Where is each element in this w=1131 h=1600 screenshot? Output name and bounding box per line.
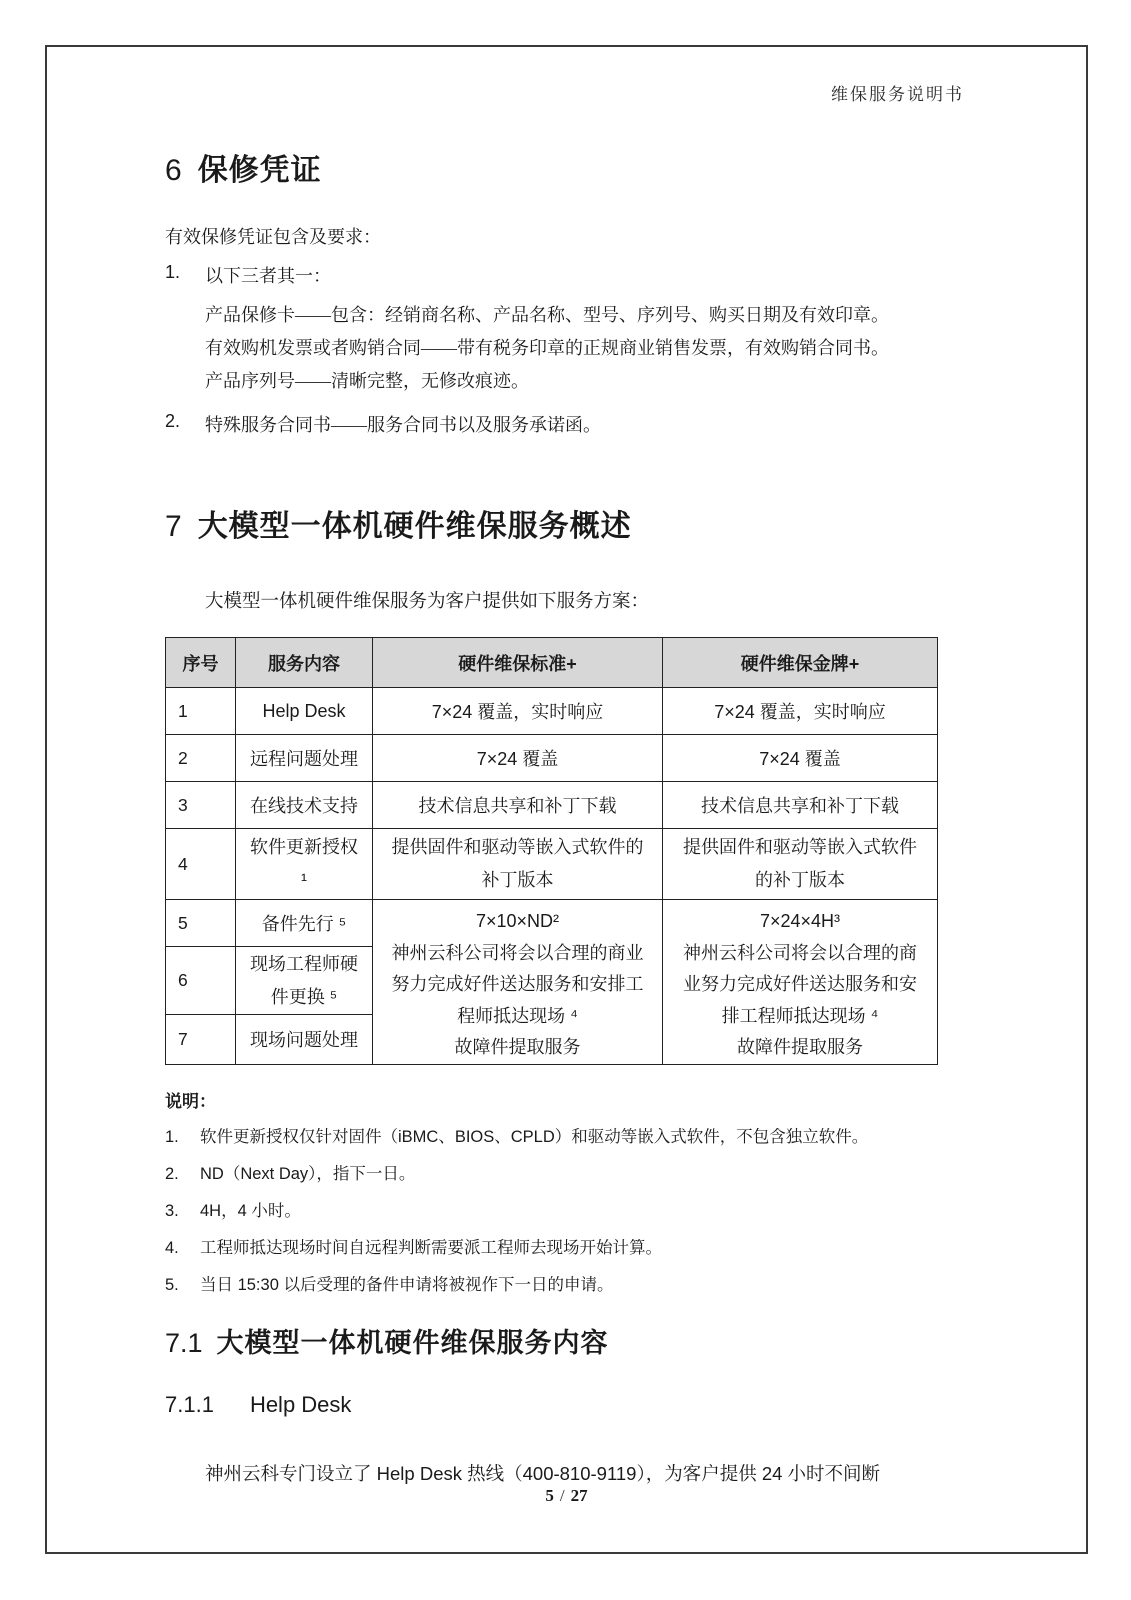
column-header-gold: 硬件维保金牌+ xyxy=(663,638,938,688)
row-index: 5 xyxy=(166,900,236,947)
note-text: ND（Next Day），指下一日。 xyxy=(200,1164,416,1183)
row-index: 3 xyxy=(166,782,236,829)
service-line: 件更换 ⁵ xyxy=(270,986,338,1007)
note-text: 当日 15:30 以后受理的备件申请将被视作下一日的申请。 xyxy=(200,1275,614,1294)
standard-line: 7×10×ND² xyxy=(475,911,560,931)
notes-label: 说明： xyxy=(165,1091,216,1111)
section6-title: 保修凭证 xyxy=(197,154,322,187)
detail-line: 产品保修卡——包含：经销商名称、产品名称、型号、序列号、购买日期及有效印章。 xyxy=(205,305,889,325)
standard-line: 神州云科公司将会以合理的商业 xyxy=(391,942,644,963)
service-cell: 现场问题处理 xyxy=(236,1015,373,1064)
detail-line: 产品序列号——清晰完整，无修改痕迹。 xyxy=(205,371,529,391)
gold-line: 7×24×4H³ xyxy=(759,911,841,931)
note-item-4 xyxy=(165,1237,964,1260)
standard-line: 故障件提取服务 xyxy=(454,1037,581,1057)
table-row xyxy=(166,735,938,782)
service-cell: 备件先行 ⁵ xyxy=(236,900,373,947)
gold-merged-cell xyxy=(663,900,938,1065)
gold-line: 故障件提取服务 xyxy=(737,1037,863,1057)
section711-number: 7.1.1 xyxy=(165,1391,214,1417)
gold-line: 业努力完成好件送达服务和安 xyxy=(683,974,917,994)
running-header: 维保服务说明书 xyxy=(831,85,964,104)
table-row xyxy=(166,688,938,735)
table-row xyxy=(166,782,938,829)
note-item-2 xyxy=(165,1163,964,1186)
list-item-2 xyxy=(165,411,964,437)
list-item-2-text: 特殊服务合同书——服务合同书以及服务承诺函。 xyxy=(205,415,601,435)
service-plan-table xyxy=(165,637,938,1065)
column-header-index: 序号 xyxy=(166,638,236,688)
service-superscript: ¹ xyxy=(301,870,307,890)
section71-heading xyxy=(165,1321,964,1360)
row-index: 2 xyxy=(166,735,236,782)
note-number: 4. xyxy=(165,1238,179,1257)
gold-line: 神州云科公司将会以合理的商 xyxy=(683,942,917,963)
standard-line: 程师抵达现场 ⁴ xyxy=(457,1005,578,1026)
row-index: 6 xyxy=(166,947,236,1015)
list-item-1 xyxy=(165,262,964,288)
list-item-1-number: 1. xyxy=(165,262,181,282)
section7-heading xyxy=(165,501,964,545)
warranty-proof-details xyxy=(205,299,964,398)
list-item-2-number: 2. xyxy=(165,411,181,431)
note-number: 1. xyxy=(165,1127,179,1146)
service-line: 软件更新授权 xyxy=(250,837,358,857)
section7-title: 大模型一体机硬件维保服务概述 xyxy=(197,510,632,543)
note-item-3 xyxy=(165,1200,964,1223)
note-text: 软件更新授权仅针对固件（iBMC、BIOS、CPLD）和驱动等嵌入式软件，不包含独立软件。 xyxy=(200,1127,869,1146)
service-line: 现场工程师硬 xyxy=(250,953,358,974)
standard-cell: 7×24 覆盖，实时响应 xyxy=(373,688,663,735)
gold-cell xyxy=(663,829,938,900)
section7-number: 7 xyxy=(165,510,182,543)
note-number: 2. xyxy=(165,1164,179,1183)
section7-intro: 大模型一体机硬件维保服务为客户提供如下服务方案： xyxy=(205,590,650,611)
section6-intro: 有效保修凭证包含及要求： xyxy=(165,227,381,247)
standard-line: 努力完成好件送达服务和安排工 xyxy=(391,974,644,994)
gold-cell: 技术信息共享和补丁下载 xyxy=(663,782,938,829)
service-cell xyxy=(236,829,373,900)
total-page-count: 27 xyxy=(570,1486,588,1505)
row-index: 7 xyxy=(166,1015,236,1064)
page-border-frame xyxy=(45,45,1088,1554)
helpdesk-paragraph: 神州云科专门设立了 Help Desk 热线（400-810-9119），为客户提供 24 小时不间断 xyxy=(205,1462,881,1484)
gold-cell: 7×24 覆盖，实时响应 xyxy=(663,688,938,735)
note-text: 4H，4 小时。 xyxy=(200,1201,301,1220)
gold-cell: 7×24 覆盖 xyxy=(663,735,938,782)
service-cell xyxy=(236,947,373,1015)
table-header-row xyxy=(166,638,938,688)
standard-cell xyxy=(373,829,663,900)
list-item-1-text: 以下三者其一： xyxy=(205,266,331,286)
standard-merged-cell xyxy=(373,900,663,1065)
standard-line: 补丁版本 xyxy=(481,870,554,890)
page-number-footer xyxy=(47,1486,1086,1506)
row-index: 4 xyxy=(166,829,236,900)
column-header-standard: 硬件维保标准+ xyxy=(373,638,663,688)
section6-heading xyxy=(165,145,964,189)
gold-line: 提供固件和驱动等嵌入式软件 xyxy=(683,837,917,857)
section711-title: Help Desk xyxy=(249,1391,352,1417)
section71-title: 大模型一体机硬件维保服务内容 xyxy=(216,1327,609,1358)
table-row xyxy=(166,900,938,947)
standard-cell: 7×24 覆盖 xyxy=(373,735,663,782)
page-number-separator: / xyxy=(559,1486,565,1505)
service-cell: 远程问题处理 xyxy=(236,735,373,782)
note-text: 工程师抵达现场时间自远程判断需要派工程师去现场开始计算。 xyxy=(200,1238,662,1257)
column-header-service: 服务内容 xyxy=(236,638,373,688)
note-number: 3. xyxy=(165,1201,179,1220)
section6-number: 6 xyxy=(165,154,182,187)
section711-heading xyxy=(165,1392,964,1418)
note-item-5 xyxy=(165,1274,964,1297)
standard-cell: 技术信息共享和补丁下载 xyxy=(373,782,663,829)
detail-line: 有效购机发票或者购销合同——带有税务印章的正规商业销售发票，有效购销合同书。 xyxy=(205,338,889,358)
gold-line: 排工程师抵达现场 ⁴ xyxy=(721,1005,879,1026)
row-index: 1 xyxy=(166,688,236,735)
service-cell: 在线技术支持 xyxy=(236,782,373,829)
note-item-1 xyxy=(165,1126,964,1149)
note-number: 5. xyxy=(165,1275,179,1294)
service-cell: Help Desk xyxy=(236,688,373,735)
table-row xyxy=(166,829,938,900)
section71-number: 7.1 xyxy=(165,1327,203,1358)
current-page-number: 5 xyxy=(545,1486,554,1505)
gold-line: 的补丁版本 xyxy=(755,870,845,890)
standard-line: 提供固件和驱动等嵌入式软件的 xyxy=(391,837,644,857)
